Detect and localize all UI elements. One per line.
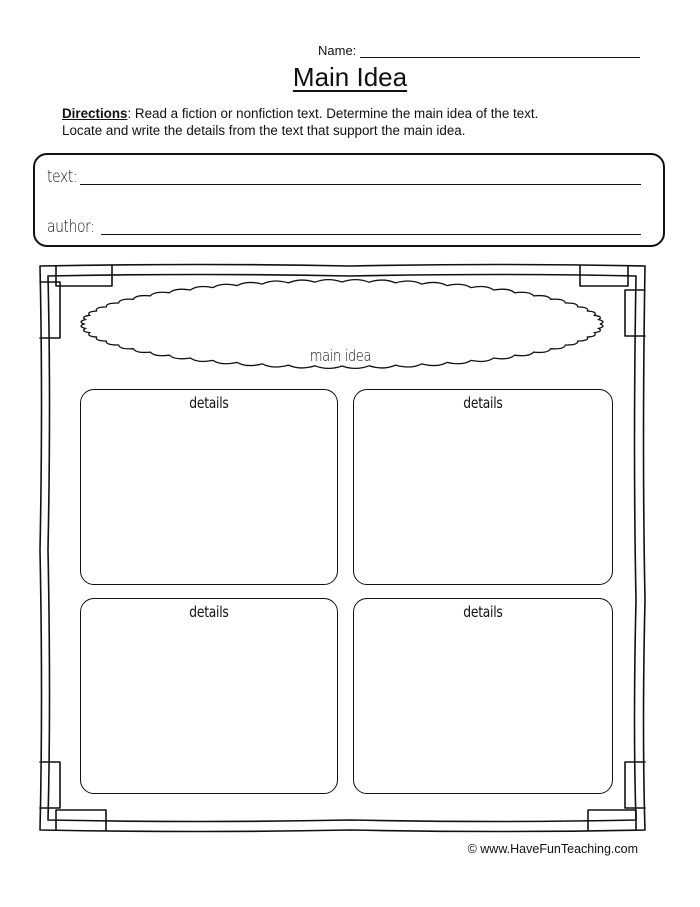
details-box-4[interactable] — [353, 598, 613, 794]
details-label: details — [463, 394, 503, 412]
details-label: details — [189, 603, 229, 621]
copyright-footer: © www.HaveFunTeaching.com — [467, 842, 638, 856]
directions-text-2: Locate and write the details from the text that support the main idea. — [62, 123, 466, 138]
directions-text-1: : Read a fiction or nonfiction text. Determine the main idea of the text. — [127, 106, 539, 121]
page-title: Main Idea — [292, 62, 408, 92]
author-label: author: — [47, 217, 95, 237]
details-box-2[interactable] — [353, 389, 613, 585]
details-box-3[interactable] — [80, 598, 338, 794]
main-idea-label: main idea — [309, 346, 371, 365]
text-label: text: — [47, 167, 78, 187]
details-label: details — [463, 603, 503, 621]
directions-label: Directions — [62, 106, 128, 121]
details-box-1[interactable] — [80, 389, 338, 585]
details-label: details — [189, 394, 229, 412]
name-label: Name: — [318, 43, 357, 58]
